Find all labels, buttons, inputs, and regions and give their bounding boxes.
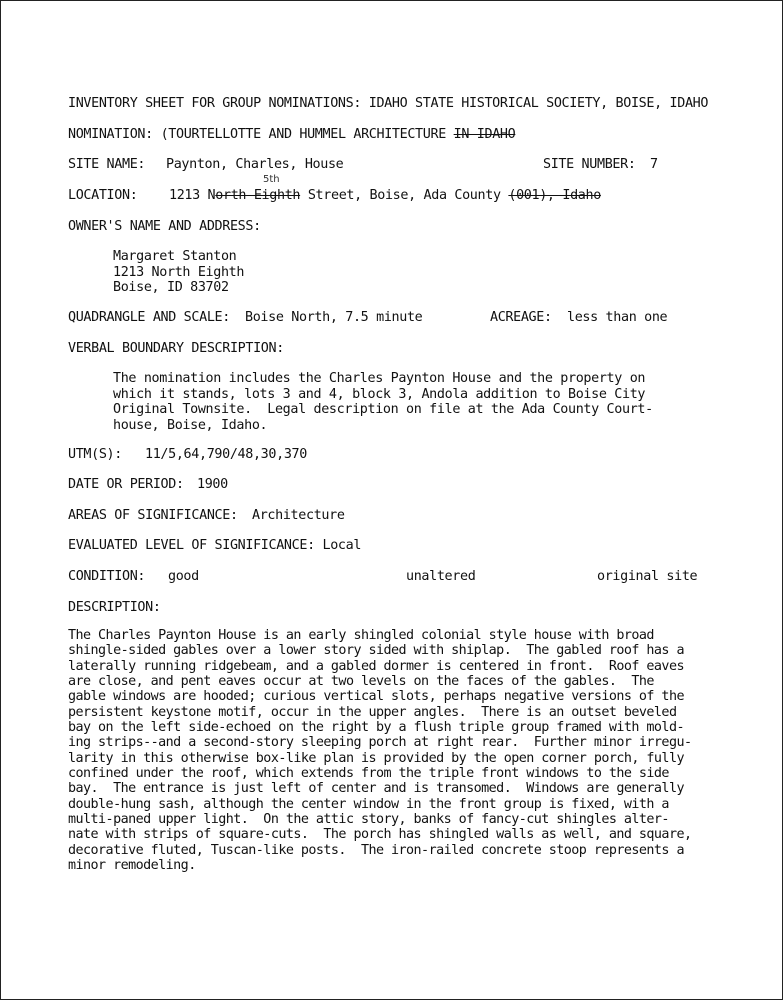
description-label: DESCRIPTION: [68,600,161,615]
location-value: 1213 North Eighth Street, Boise, Ada County (001), Idaho [169,188,601,203]
owner-line: 1213 North Eighth [113,264,245,280]
site-number-value: 7 [650,157,658,172]
description-line: bay. The entrance is just left of center and is transomed. Windows are generally [68,781,684,797]
boundary-label: VERBAL BOUNDARY DESCRIPTION: [68,341,284,356]
handwritten-correction: 5th [263,174,280,185]
date-label: DATE OR PERIOD: [68,477,184,492]
description-line: confined under the roof, which extends from the triple front windows to the side [68,766,669,782]
boundary-line: Original Townsite. Legal description on file at the Ada County Court- [113,402,653,418]
condition-value: original site [597,569,698,584]
description-line: decorative fluted, Tuscan-like posts. The iron-railed concrete stoop represents a [68,842,684,858]
date-value: 1900 [197,477,228,492]
areas-value: Architecture [252,508,345,523]
quadrangle-label: QUADRANGLE AND SCALE: [68,310,230,325]
description-line: persistent keystone motif, occur in the upper angles. There is an outset beveled [68,704,677,720]
description-line: shingle-sided gables over a lower story sided with shiplap. The gabled roof has a [68,643,684,659]
description-line: ing strips--and a second-story sleeping porch at right rear. Further minor irregu- [68,735,692,751]
description-line: laterally running ridgebeam, and a gabled dormer is centered in front. Roof eaves [68,658,684,674]
boundary-line: which it stands, lots 3 and 4, block 3, Andola addition to Boise City [113,386,646,402]
nomination-row [68,127,515,143]
nomination-value: TOURTELLOTTE AND HUMMEL ARCHITECTURE [168,127,446,142]
quadrangle-value: Boise North, 7.5 minute [245,310,423,325]
boundary-line: The nomination includes the Charles Paynton House and the property on [113,371,646,386]
description-line: larity in this otherwise box-like plan is provided by the open corner porch, fully [68,750,684,766]
utm-label: UTM(S): [68,447,122,462]
description-line: nate with strips of square-cuts. The porch has shingled walls as well, and square, [68,827,692,843]
site-name-value: Paynton, Charles, House [166,157,344,172]
level-value: Local [322,538,362,553]
location-struck-street: orth Eighth [215,188,301,203]
sheet-header: INVENTORY SHEET FOR GROUP NOMINATIONS: IDAHO STATE HISTORICAL SOCIETY, BOISE, IDAHO [68,96,709,111]
description-line: bay on the left side-echoed on the right by a flush triple group framed with mold- [68,720,684,736]
description-line: minor remodeling. [68,858,196,874]
acreage-value: less than one [567,310,668,325]
areas-label: AREAS OF SIGNIFICANCE: [68,508,238,523]
owner-line: Boise, ID 83702 [113,280,229,296]
description-line: double-hung sash, although the center window in the front group is fixed, with a [68,796,669,812]
description-line: The Charles Paynton House is an early shingled colonial style house with broad [68,628,654,643]
description-body [68,628,708,874]
nomination-label: NOMINATION: [68,127,153,142]
owner-line: Margaret Stanton [113,249,237,264]
location-label: LOCATION: [68,188,138,203]
utm-value: 11/5,64,790/48,30,370 [145,447,307,462]
site-name-label: SITE NAME: [68,157,146,172]
condition-label: CONDITION: [68,569,146,584]
condition-value: good [168,569,199,584]
nomination-paren: ( [160,127,169,142]
site-number-label: SITE NUMBER: [543,157,636,172]
location-struck-county: (001), Idaho [508,188,601,203]
level-label: EVALUATED LEVEL OF SIGNIFICANCE: Local [68,538,362,553]
description-line: multi-paned upper light. On the attic story, banks of fancy-cut shingles alter- [68,812,669,828]
boundary-line: house, Boise, Idaho. [113,417,268,433]
nomination-struck: IN IDAHO [453,127,516,142]
acreage-label: ACREAGE: [490,310,552,325]
owner-label: OWNER'S NAME AND ADDRESS: [68,219,261,234]
condition-value: unaltered [406,569,476,584]
description-line: gable windows are hooded; curious vertical slots, perhaps negative versions of the [68,689,684,705]
description-line: are close, and pent eaves occur at two levels on the faces of the gables. The [68,674,654,690]
